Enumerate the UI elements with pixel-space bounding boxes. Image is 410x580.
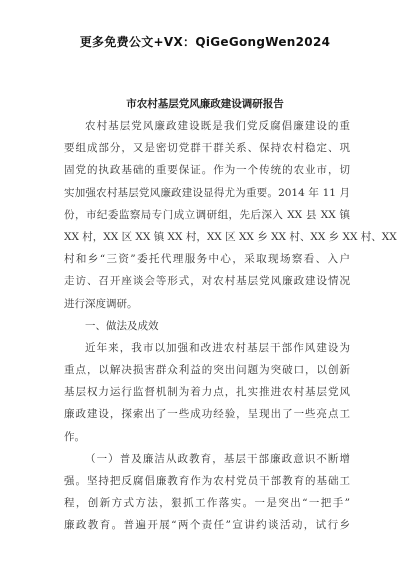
paragraph2-line: 廉政建设，探索出了一些成功经验，呈现出了一些亮点工 bbox=[64, 408, 350, 421]
paragraph3-line: 程，创新方式方法，狠抓工作落实。一是突出“一把手” bbox=[64, 497, 350, 510]
paragraph1-line: 进行深度调研。 bbox=[64, 297, 138, 310]
document-title: 市农村基层党风廉政建设调研报告 bbox=[126, 98, 284, 110]
paragraph2-line: 近年来，我市以加强和改进农村基层干部作风建设为 bbox=[85, 341, 350, 354]
paragraph3-line: 廉政教育。普遍开展“两个责任”宣讲约谈活动，试行乡 bbox=[64, 519, 350, 532]
section-heading: 一、做法及成效 bbox=[85, 319, 159, 332]
paragraph1-line: 走访、召开座谈会等形式，对农村基层党风廉政建设情况 bbox=[64, 275, 350, 288]
paragraph3-line: 强。坚持把反腐倡廉教育作为农村党员干部教育的基础工 bbox=[64, 475, 350, 487]
paragraph2-line: 基层权力运行监督机制为着力点，扎实推进农村基层党风 bbox=[64, 386, 350, 399]
promo-watermark: 更多免费公文+VX：QiGeGongWen2024 bbox=[79, 35, 331, 49]
paragraph1-line: 固党的执政基础的重要保证。作为一个传统的农业市，切 bbox=[64, 164, 350, 177]
paragraph1-line: 份，市纪委监察局专门成立调研组，先后深入 XX 县 XX 镇 bbox=[64, 208, 350, 221]
paragraph1-line: 要组成部分，又是密切党群干群关系、保持农村稳定、巩 bbox=[64, 142, 350, 155]
paragraph1-line: XX 村，XX 区 XX 镇 XX 村，XX 区 XX 乡 XX 村、XX 乡 XX 村、XX bbox=[64, 230, 397, 243]
paragraph2-line: 作。 bbox=[64, 430, 85, 443]
paragraph1-line: 村和乡“三资”委托代理服务中心，采取现场察看、入户 bbox=[64, 253, 350, 266]
document-body bbox=[64, 115, 397, 537]
paragraph1-line: 农村基层党风廉政建设既是我们党反腐倡廉建设的重 bbox=[85, 120, 350, 132]
paragraph1-line: 实加强农村基层党风廉政建设显得尤为重要。2014 年 11 月 bbox=[64, 186, 350, 199]
paragraph3-line: （一）普及廉洁从政教育，基层干部廉政意识不断增 bbox=[85, 452, 350, 465]
paragraph2-line: 重点，以解决损害群众利益的突出问题为突破口，以创新 bbox=[64, 364, 350, 377]
